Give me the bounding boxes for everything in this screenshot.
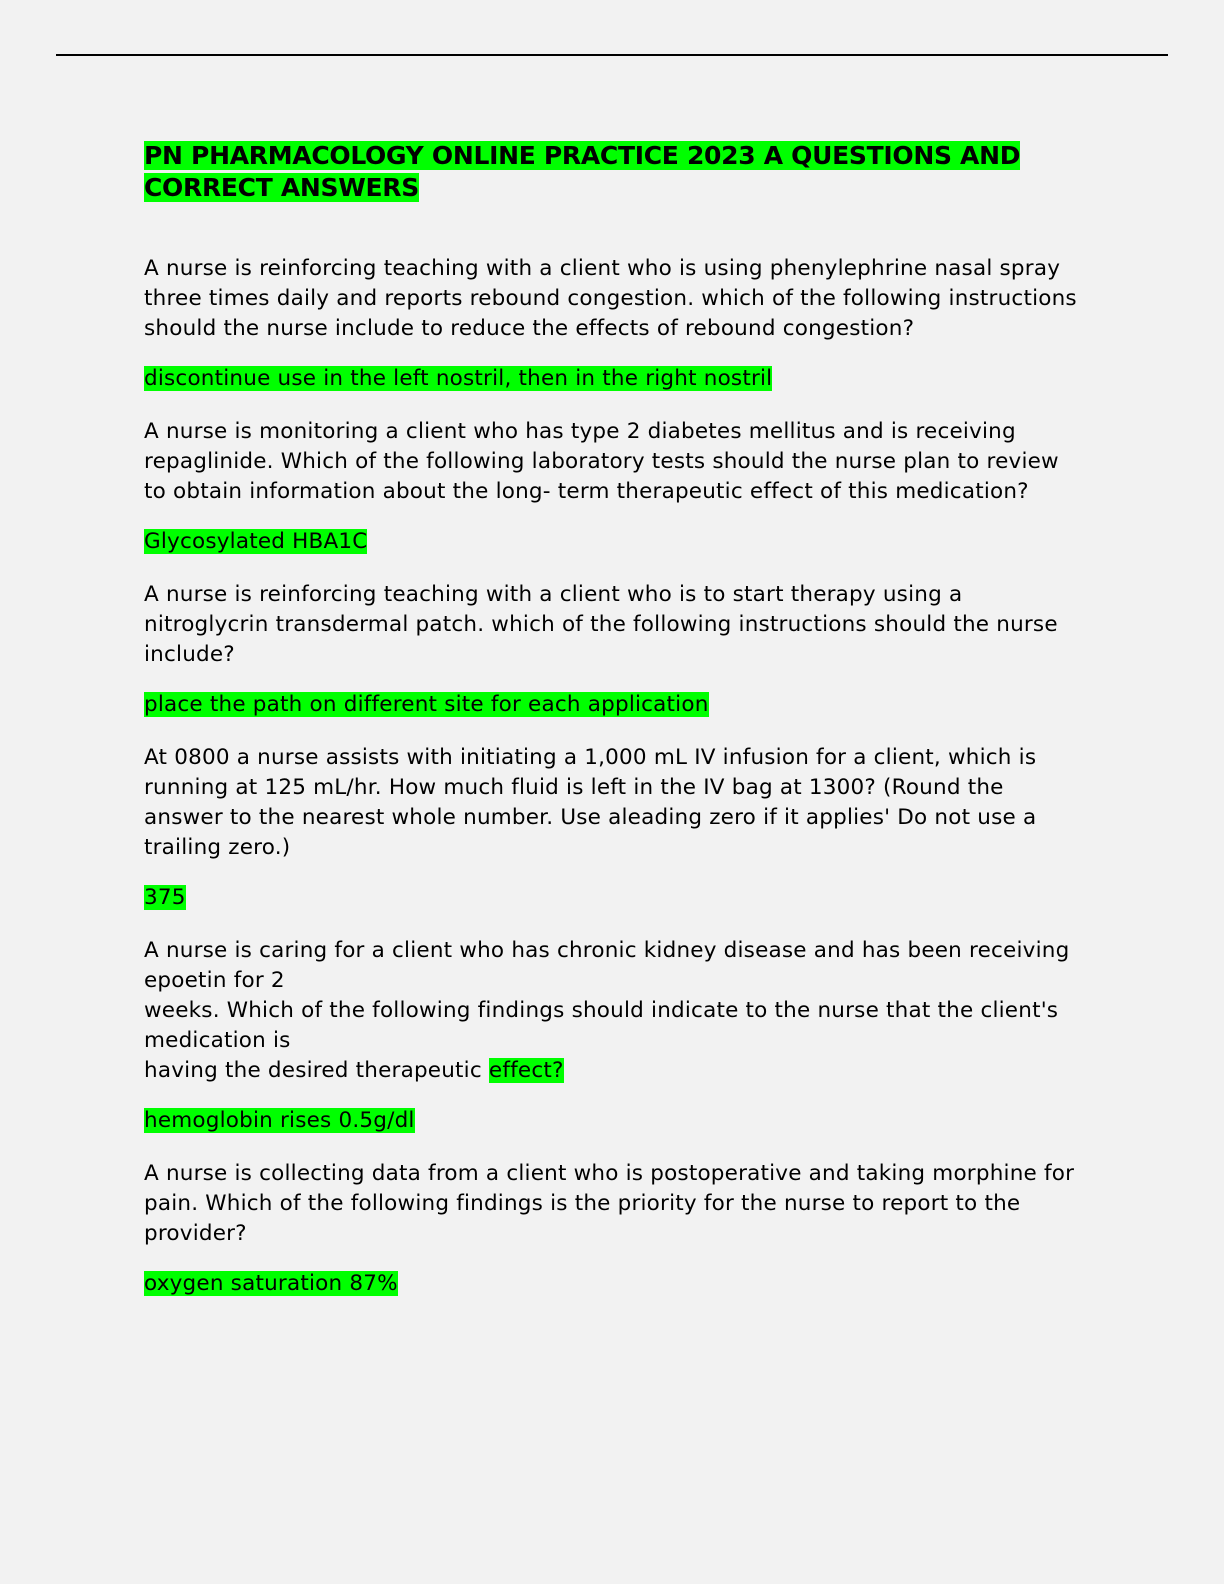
header-rule xyxy=(56,54,1168,56)
answer-6 xyxy=(144,1269,1084,1299)
answer-2-text: Glycosylated HBA1C xyxy=(144,529,368,554)
question-6: A nurse is collecting data from a client who is postoperative and taking morphine for pain. Which of the following findings is the priority for the nurse to report to the provider? xyxy=(144,1161,1075,1246)
question-5-line-2: weeks. Which of the following findings should indicate to the nurse that the client's medication is xyxy=(144,998,1059,1053)
question-3: A nurse is reinforcing teaching with a client who is to start therapy using a nitroglycrin transdermal patch. which of the following instructions should the nurse include? xyxy=(144,582,1058,667)
answer-3-text: place the path on different site for each application xyxy=(144,692,709,717)
answer-5-text: hemoglobin rises 0.5g/dl xyxy=(144,1108,415,1133)
question-5 xyxy=(144,936,1084,1086)
answer-2 xyxy=(144,527,1084,557)
question-4: At 0800 a nurse assists with initiating a 1,000 mL IV infusion for a client, which is running at 125 mL/hr. How much fluid is left in the IV bag at 1300? (Round the answer to the nearest whole number. Use aleading zero if it applies' Do not use a trailing zero.) xyxy=(144,745,1037,860)
answer-4-text: 375 xyxy=(144,885,186,910)
answer-6-text: oxygen saturation 87% xyxy=(144,1271,398,1296)
answer-5 xyxy=(144,1106,1084,1136)
document-title xyxy=(144,140,1084,204)
document-body xyxy=(144,140,1084,1322)
question-5-highlight: effect? xyxy=(488,1058,564,1083)
answer-1-text: discontinue use in the left nostril, then in the right nostril xyxy=(144,366,773,391)
question-2: A nurse is monitoring a client who has type 2 diabetes mellitus and is receiving repaglinide. Which of the following laboratory tests should the nurse plan to review to obtain information about the long- term therapeutic effect of this medication? xyxy=(144,419,1059,504)
answer-4 xyxy=(144,883,1084,913)
question-1: A nurse is reinforcing teaching with a client who is using phenylephrine nasal spray three times daily and reports rebound congestion. which of the following instructions should the nurse include to reduce the effects of rebound congestion? xyxy=(144,256,1077,341)
question-5-line-1: A nurse is caring for a client who has chronic kidney disease and has been receiving epoetin for 2 xyxy=(144,938,1070,993)
question-5-line-3: having the desired therapeutic xyxy=(144,1058,489,1083)
answer-1 xyxy=(144,364,1084,394)
answer-3 xyxy=(144,690,1084,720)
document-title-text: PN PHARMACOLOGY ONLINE PRACTICE 2023 A QUESTIONS AND CORRECT ANSWERS xyxy=(144,141,1021,202)
